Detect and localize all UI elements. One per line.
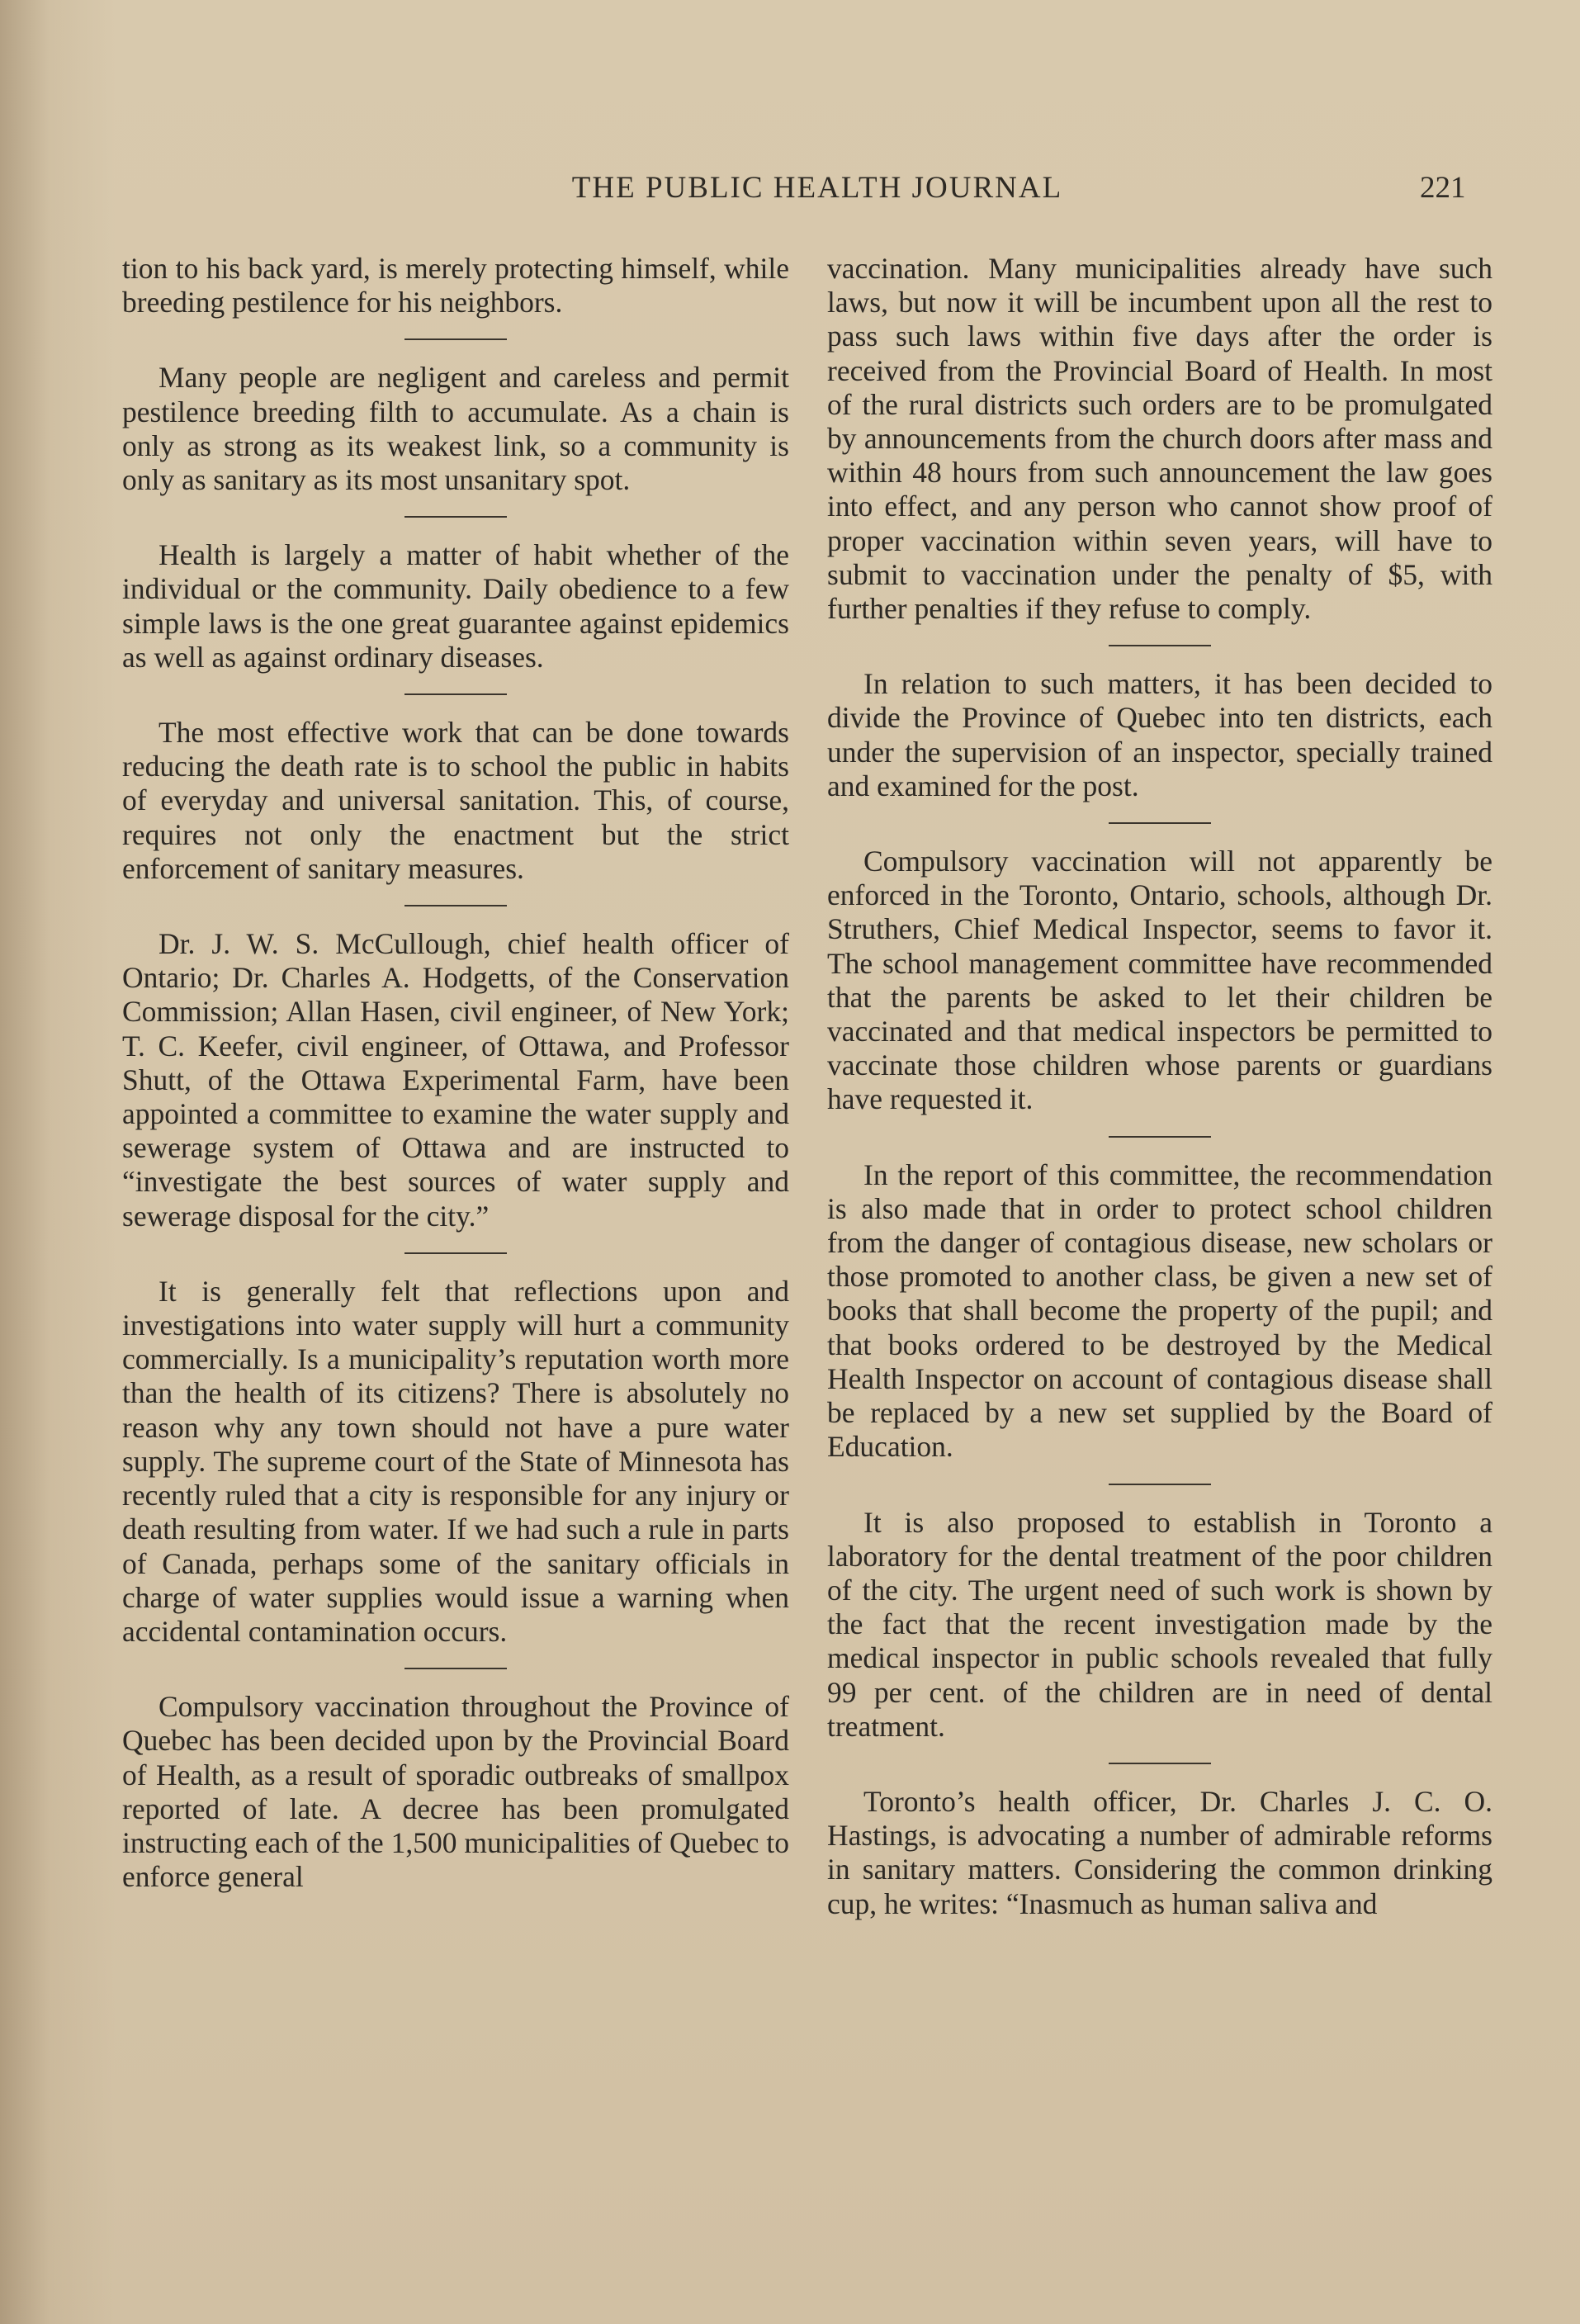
left-column <box>122 252 789 1894</box>
section-separator <box>404 905 507 906</box>
section-separator <box>1109 645 1211 646</box>
paragraph: Toronto’s health officer, Dr. Charles J. C. O. Hastings, is advocating a number of admirable reforms in sanitary matters. Considering the common drinking cup, he writes: “Inasmuch as human saliva and <box>827 1784 1492 1920</box>
paragraph: It is generally felt that reflections upon and investigations into water supply will hurt a community commercially. Is a municipality’s reputation worth more than the health of its citizens? There is absolutely no reason why any town should not have a pure water supply. The supreme court of the State of Minnesota has recently ruled that a city is responsible for any injury or death resulting from water. If we had such a rule in parts of Canada, perhaps some of the sanitary officials in charge of water supplies would issue a warning when accidental contamination occurs. <box>122 1274 789 1648</box>
paragraph: In the report of this committee, the recommendation is also made that in order to protect school children from the danger of contagious disease, new scholars or those promoted to another class, be given a new set of books that shall become the property of the pupil; and that books ordered to be destroyed by the Medical Health Inspector on account of contagious disease shall be replaced by a new set supplied by the Board of Education. <box>827 1157 1492 1464</box>
section-separator <box>404 516 507 518</box>
section-separator <box>1109 822 1211 824</box>
section-separator <box>404 693 507 695</box>
paragraph: Compulsory vaccination will not apparently be enforced in the Toronto, Ontario, schools, although Dr. Struthers, Chief Medical Inspector, seems to favor it. The school management committee have recommended that the parents be asked to let their children be vaccinated and that medical inspectors be permitted to vaccinate those children whose parents or guardians have requested it. <box>827 845 1492 1116</box>
section-separator <box>404 338 507 340</box>
paragraph: The most effective work that can be done towards reducing the death rate is to school the public in habits of everyday and universal sanitation. This, of course, requires not only the enactment but the strict enforcement of sanitary measures. <box>122 716 789 885</box>
section-separator <box>1109 1136 1211 1138</box>
right-column <box>827 252 1492 1921</box>
page-number: 221 <box>1420 171 1466 205</box>
paragraph: Many people are negligent and careless and permit pestilence breeding filth to accumulate. As a chain is only as strong as its weakest link, so a community is only as sanitary as its most unsanitary spot. <box>122 361 789 497</box>
paragraph: tion to his back yard, is merely protecting himself, while breeding pestilence for his neighbors. <box>122 252 789 319</box>
paragraph: vaccination. Many municipalities already have such laws, but now it will be incumbent upon all the rest to pass such laws within five days after the order is received from the Provincial Board of Health. In most of the rural districts such orders are to be promulgated by announcements from the church doors after mass and within 48 hours from such announcement the law goes into effect, and any person who cannot show proof of proper vaccination within seven years, will have to submit to vaccination under the penalty of $5, with further penalties if they refuse to comply. <box>827 252 1492 626</box>
section-separator <box>1109 1484 1211 1485</box>
running-header-title: THE PUBLIC HEALTH JOURNAL <box>571 171 1063 205</box>
paragraph: In relation to such matters, it has been decided to divide the Province of Quebec into ten districts, each under the supervision of an inspector, specially trained and examined for the post. <box>827 667 1492 802</box>
paragraph: Dr. J. W. S. McCullough, chief health officer of Ontario; Dr. Charles A. Hodgetts, of the Conservation Commission; Allan Hasen, civil engineer, of New York; T. C. Keefer, civil engineer, of Ottawa, and Professor Shutt, of the Ottawa Experimental Farm, have been appointed a committee to examine the water supply and sewerage system of Ottawa and are instructed to “investigate the best sources of water supply and sewerage disposal for the city.” <box>122 927 789 1233</box>
section-separator <box>404 1252 507 1254</box>
section-separator <box>404 1668 507 1669</box>
paragraph: It is also proposed to establish in Toronto a laboratory for the dental treatment of the poor children of the city. The urgent need of such work is shown by the fact that the recent investigation made by the medical inspector in public schools revealed that fully 99 per cent. of the children are in need of dental treatment. <box>827 1505 1492 1743</box>
section-separator <box>1109 1763 1211 1764</box>
paragraph: Health is largely a matter of habit whether of the individual or the community. Daily obedience to a few simple laws is the one great guarantee against epidemics as well as against ordinary diseases. <box>122 538 789 674</box>
paragraph: Compulsory vaccination throughout the Province of Quebec has been decided upon by the Provincial Board of Health, as a result of sporadic outbreaks of smallpox reported of late. A decree has been promulgated instructing each of the 1,500 municipalities of Quebec to enforce general <box>122 1690 789 1894</box>
